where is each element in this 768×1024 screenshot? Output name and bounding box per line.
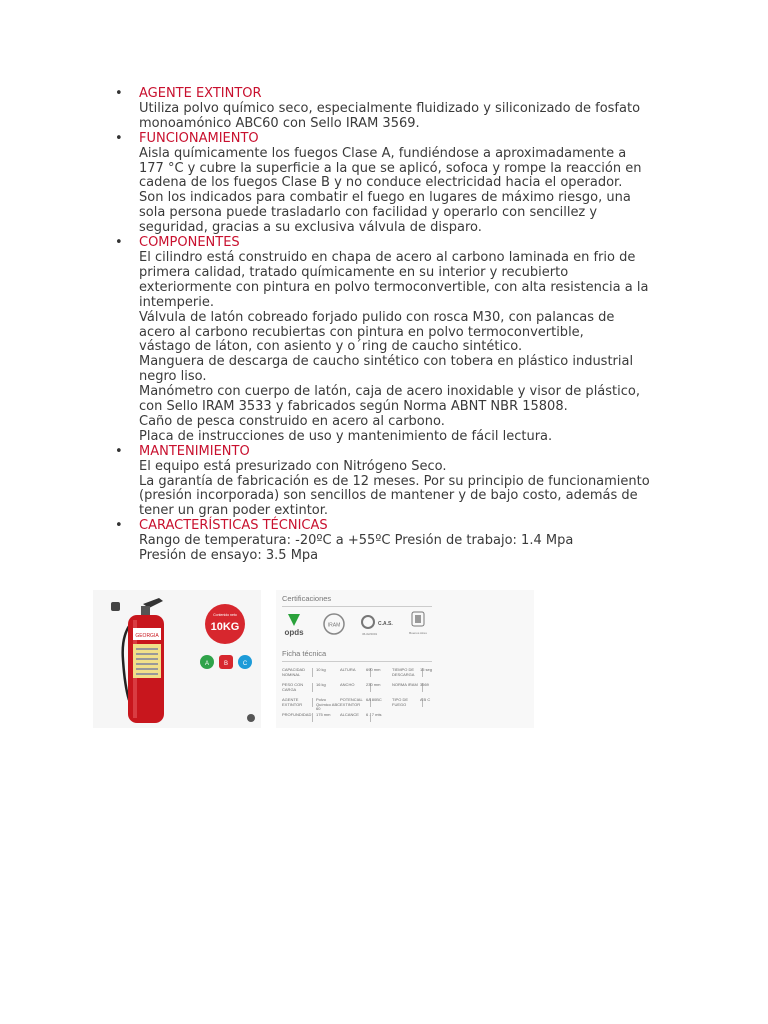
extinguisher-photo <box>93 590 261 728</box>
section-list <box>115 87 685 564</box>
section-text-line: cadena de los fuegos Clase B y no conduce electricidad hacia el operador. <box>139 175 623 191</box>
section-text-line: seguridad, gracias a su exclusiva válvula de disparo. <box>139 220 482 236</box>
ficha-value: 6A 80BC <box>366 697 382 702</box>
section-text-line: primera calidad, tratado químicamente en su interior y recubierto <box>139 264 569 280</box>
section-item <box>115 87 685 132</box>
section-heading: • COMPONENTES <box>139 235 240 251</box>
technical-sheet <box>276 590 534 728</box>
section-text-line: acero al carbono recubiertas con pintura en polvo termoconvertible, <box>139 324 584 340</box>
section-text-line: monoamónico ABC60 con Sello IRAM 3569. <box>139 115 420 131</box>
ficha-label: ANCHO <box>340 682 355 687</box>
section-text-line: Manómetro con cuerpo de latón, caja de acero inoxidable y visor de plástico, <box>139 384 640 400</box>
extinguisher-illustration <box>93 590 261 728</box>
ficha-label: TIEMPO DE DESCARGA <box>392 667 415 677</box>
ficha-label: TIPO DE FUEGO <box>392 697 409 707</box>
ficha-label: ALCANCE <box>340 712 359 717</box>
section-heading: • MANTENIMIENTO <box>139 443 250 459</box>
svg-text:C: C <box>242 661 248 667</box>
section-text-line: La garantía de fabricación es de 12 meses. Por su principio de funcionamiento <box>139 473 650 489</box>
section-text-line: con Sello IRAM 3533 y fabricados según Norma ABNT NBR 15808. <box>139 399 568 415</box>
opds-logo <box>284 614 304 637</box>
badge-value: 10KG <box>210 621 240 633</box>
section-item <box>115 132 685 236</box>
camera-icon <box>111 602 120 611</box>
document-body <box>115 87 685 564</box>
section-heading: • AGENTE EXTINTOR <box>139 86 262 101</box>
ficha-value: 3569 <box>420 682 429 687</box>
brand-text: GEORGIA <box>135 633 159 639</box>
section-text-line: vástago de láton, con asiento y o´ring de caucho sintético. <box>139 339 523 355</box>
ficha-value: 175 mm <box>316 712 331 717</box>
svg-text:Buenos Aires: Buenos Aires <box>409 631 427 635</box>
ficha-label: PESO CON CARGA <box>282 682 304 692</box>
fire-class-icons <box>200 655 252 669</box>
section-text-line: tener un gran poder extintor. <box>139 503 329 519</box>
section-heading: • FUNCIONAMIENTO <box>139 130 259 146</box>
iram-logo <box>324 614 344 634</box>
ficha-value: 16 kg <box>316 682 326 687</box>
section-text-line: Presión de ensayo: 3.5 Mpa <box>139 548 319 564</box>
ficha-label: NORMA IRAM <box>392 682 418 687</box>
section-text-line: 177 °C y cubre la superficie a la que se aplicó, sofoca y rompe la reacción en <box>139 160 642 176</box>
section-item <box>115 236 685 445</box>
ficha-value: A B C <box>420 697 431 702</box>
ficha-label: POTENCIAL EXTINTOR <box>340 697 363 707</box>
section-text-line: Caño de pesca construido en acero al carbono. <box>139 413 445 429</box>
ficha-value: 10 kg <box>316 667 326 672</box>
ficha-value: 230 mm <box>366 682 381 687</box>
section-text-line: intemperie. <box>139 294 214 310</box>
svg-text:C.A.S.: C.A.S. <box>378 621 393 627</box>
svg-text:IRAM: IRAM <box>327 622 341 629</box>
ficha-value: Polvo Químico ABC 60 <box>316 697 341 711</box>
svg-text:opds: opds <box>284 628 304 637</box>
section-item <box>115 519 685 564</box>
section-text-line: El cilindro está construido en chapa de acero al carbono laminada en frio de <box>139 249 636 265</box>
section-text-line: negro liso. <box>139 369 207 385</box>
section-text-line: (presión incorporada) son sencillos de mantener y de bajo costo, además de <box>139 488 638 504</box>
zoom-icon <box>247 714 255 722</box>
section-text-line: sola persona puede trasladarlo con facilidad y operarlo con sencillez y <box>139 205 598 221</box>
section-item <box>115 445 685 520</box>
ficha-label: PROFUNDIDAD <box>282 712 312 717</box>
section-text-line: Manguera de descarga de caucho sintético con tobera en plástico industrial <box>139 354 634 370</box>
valve <box>141 606 150 616</box>
section-heading: • CARACTERÍSTICAS TÉCNICAS <box>139 518 328 534</box>
certification-logos <box>276 608 534 640</box>
ficha-label: ALTURA <box>340 667 356 672</box>
cas-logo <box>362 616 393 636</box>
section-text-line: Utiliza polvo químico seco, especialmente fluidizado y siliconizado de fosfato <box>139 100 641 116</box>
badge-caption: Contenido neto <box>213 613 237 617</box>
ficha-label: AGENTE EXTINTOR <box>282 697 303 707</box>
section-text-line: Válvula de latón cobreado forjado pulido con rosca M30, con palancas de <box>139 309 615 325</box>
ficha-value: 6 - 7 mts <box>366 712 382 717</box>
certifications-title: Certificaciones <box>282 594 332 603</box>
buenos-aires-logo <box>409 612 427 635</box>
ficha-title: Ficha técnica <box>282 649 327 658</box>
ficha-value: 15 seg <box>420 667 433 672</box>
section-text-line: Placa de instrucciones de uso y mantenimiento de fácil lectura. <box>139 428 553 444</box>
svg-text:A: A <box>204 661 210 667</box>
section-text-line: Rango de temperatura: -20ºC a +55ºC Presión de trabajo: 1.4 Mpa <box>139 533 574 549</box>
section-text-line: Aisla químicamente los fuegos Clase A, fundiéndose a aproximadamente a <box>139 145 627 161</box>
svg-text:36-02/2001: 36-02/2001 <box>362 632 378 636</box>
section-text-line: El equipo está presurizado con Nitrógeno Seco. <box>139 458 447 474</box>
svg-text:B: B <box>223 661 229 667</box>
ficha-label: CAPACIDAD NOMINAL <box>282 667 306 677</box>
section-text-line: exteriormente con pintura en polvo termoconvertible, con alta resistencia a la <box>139 279 649 295</box>
section-text-line: Son los indicados para combatir el fuego en lugares de máximo riesgo, una <box>139 190 631 206</box>
ficha-value: 690 mm <box>366 667 381 672</box>
